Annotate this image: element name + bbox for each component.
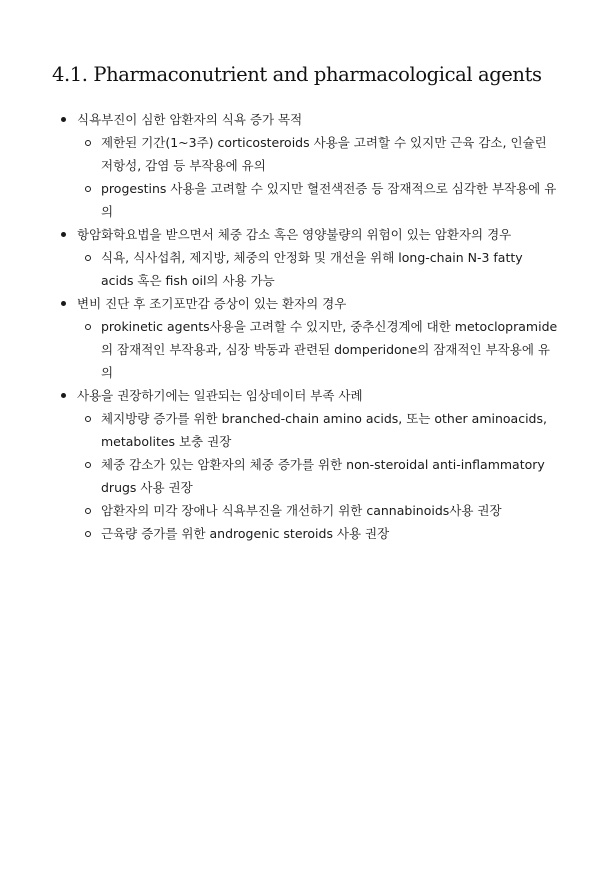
list-item-text: 항암화학요법을 받으면서 체중 감소 혹은 영양불량의 위험이 있는 암환자의 경우 [77, 227, 512, 242]
sub-list [77, 407, 557, 545]
hollow-bullet-icon [85, 531, 91, 537]
sub-list [77, 131, 557, 223]
sub-list-item [77, 246, 559, 292]
sub-list-item-text: 체지방량 증가를 위한 branched-chain amino acids, 또는 other aminoacids, metabolites 보충 권장 [101, 411, 547, 449]
sub-list-item [77, 407, 559, 453]
sub-list-item [77, 177, 559, 223]
sub-list-item-text: progestins 사용을 고려할 수 있지만 혈전색전증 등 잠재적으로 심각한 부작용에 유의 [101, 181, 557, 219]
sub-list-item [77, 522, 559, 545]
list-item-text: 식욕부진이 심한 암환자의 식욕 증가 목적 [77, 112, 303, 127]
hollow-bullet-icon [85, 462, 91, 468]
filled-bullet-icon [61, 117, 66, 122]
filled-bullet-icon [61, 232, 66, 237]
list-item [0, 108, 557, 223]
sub-list-item [77, 131, 559, 177]
filled-bullet-icon [61, 301, 66, 306]
hollow-bullet-icon [85, 140, 91, 146]
bullet-list [0, 108, 611, 545]
sub-list-item-text: 근육량 증가를 위한 androgenic steroids 사용 권장 [101, 526, 390, 541]
sub-list [77, 246, 557, 292]
sub-list [77, 315, 557, 384]
hollow-bullet-icon [85, 255, 91, 261]
hollow-bullet-icon [85, 508, 91, 514]
list-item [0, 384, 557, 545]
list-item-text: 변비 진단 후 조기포만감 증상이 있는 환자의 경우 [77, 296, 347, 311]
hollow-bullet-icon [85, 416, 91, 422]
list-item [0, 292, 557, 384]
list-item [0, 223, 557, 292]
sub-list-item-text: 식욕, 식사섭취, 제지방, 체중의 안정화 및 개선을 위해 long-chain N-3 fatty acids 혹은 fish oil의 사용 가능 [101, 250, 523, 288]
sub-list-item-text: 체중 감소가 있는 암환자의 체중 증가를 위한 non-steroidal anti-inflammatory drugs 사용 권장 [101, 457, 545, 495]
hollow-bullet-icon [85, 324, 91, 330]
sub-list-item-text: prokinetic agents사용을 고려할 수 있지만, 중추신경계에 대한 metoclopramide의 잠재적인 부작용과, 심장 박동과 관련된 domperidone의 잠재적인 부작용에 유의 [101, 319, 558, 380]
sub-list-item-text: 암환자의 미각 장애나 식욕부진을 개선하기 위한 cannabinoids사용 권장 [101, 503, 502, 518]
hollow-bullet-icon [85, 186, 91, 192]
sub-list-item [77, 315, 559, 384]
list-item-text: 사용을 권장하기에는 일관되는 임상데이터 부족 사례 [77, 388, 363, 403]
filled-bullet-icon [61, 393, 66, 398]
sub-list-item [77, 453, 559, 499]
sub-list-item [77, 499, 559, 522]
sub-list-item-text: 제한된 기간(1~3주) corticosteroids 사용을 고려할 수 있지만 근육 감소, 인슐린 저항성, 감염 등 부작용에 유의 [101, 135, 547, 173]
section-heading: 4.1. Pharmaconutrient and pharmacological agents [52, 63, 542, 86]
